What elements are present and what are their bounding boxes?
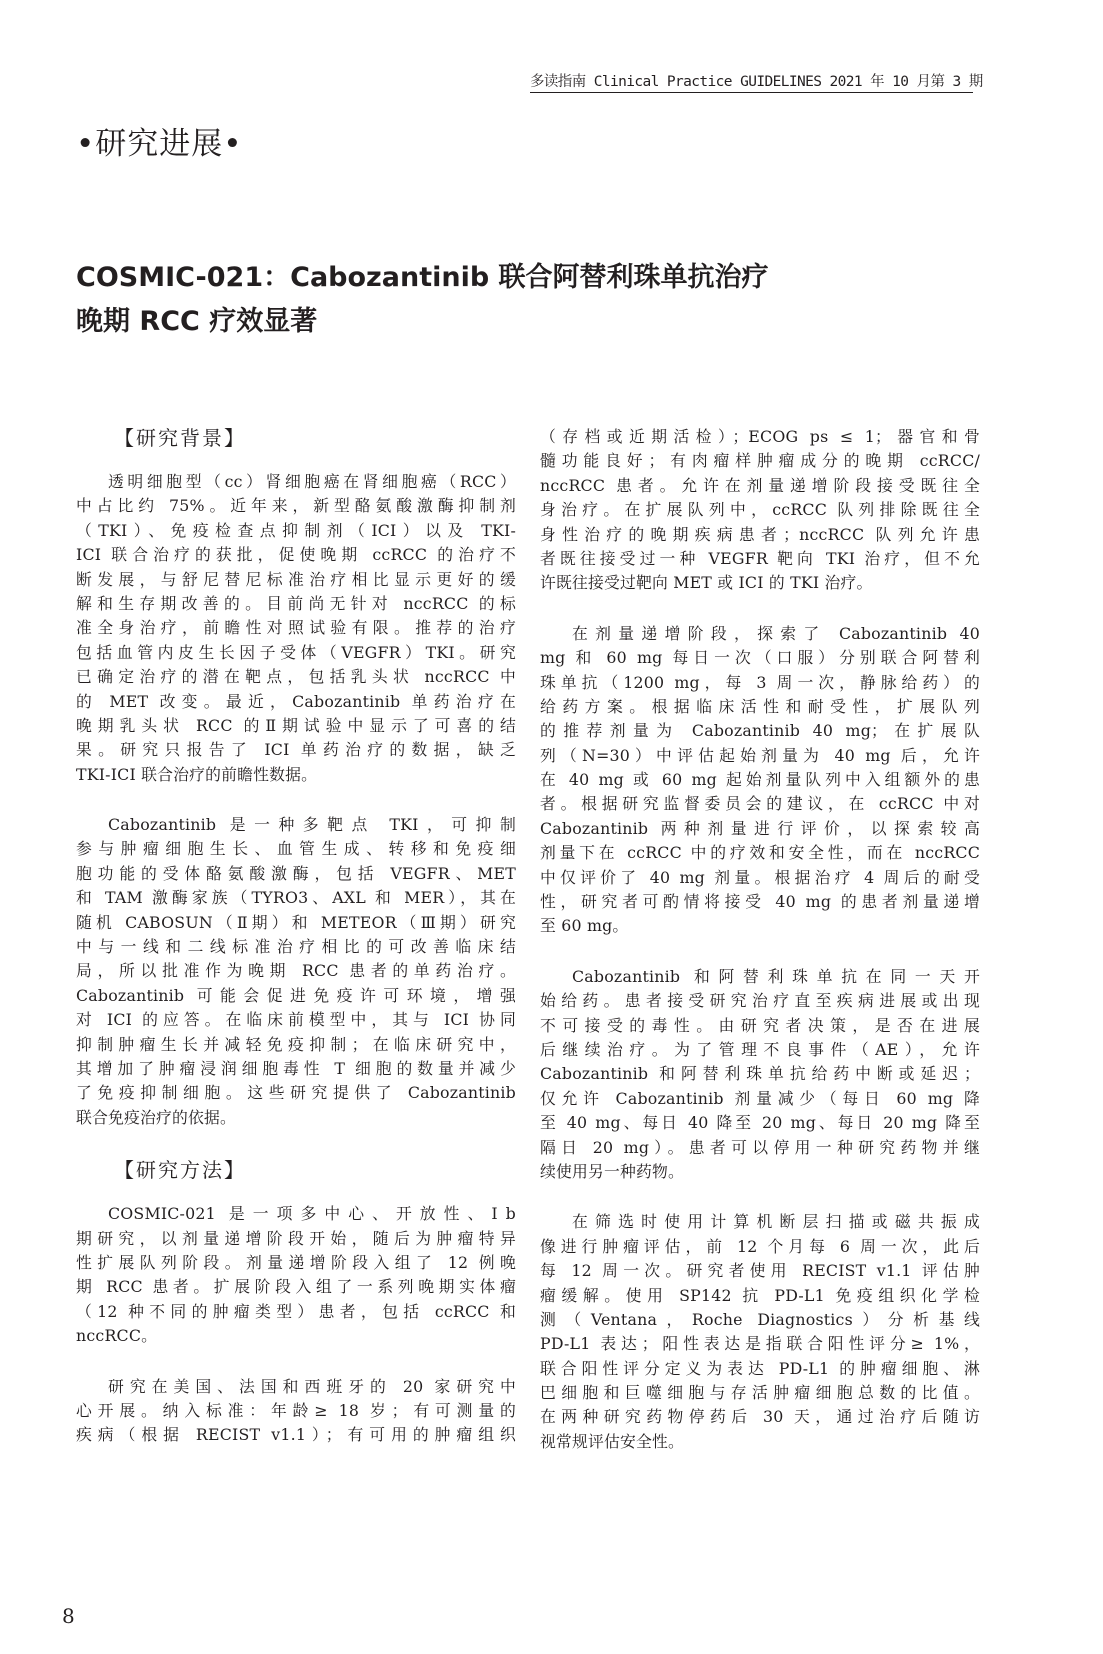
text-line: 瘤缓解。使用 SP142 抗 PD-L1 免疫组织化学检 [540,1285,980,1305]
text-line: Cabozantinib 和阿替利珠单抗给药中断或延迟； [540,1064,980,1084]
text-line: 视常规评估安全性。 [540,1431,684,1451]
text-line: nccRCC。 [76,1326,158,1346]
text-line: 给药方案。根据临床活性和耐受性，扩展队列 [540,696,980,716]
text-line: 中占比约 75%。近年来，新型酪氨酸激酶抑制剂 [76,496,516,516]
text-line: Cabozantinib 是一种多靶点 TKI，可抑制 [108,815,516,835]
text-line: 像进行肿瘤评估，前 12 个月每 6 周一次，此后 [540,1236,980,1256]
text-line: 髓功能良好；有肉瘤样肿瘤成分的晚期 ccRCC/ [540,451,980,471]
text-line: ICI 联合治疗的获批，促使晚期 ccRCC 的治疗不 [76,545,516,565]
text-line: 者既往接受过一种 VEGFR 靶向 TKI 治疗，但不允 [540,548,980,568]
text-line: 隔日 20 mg）。患者可以停用一种研究药物并继 [540,1137,980,1157]
paragraph [540,965,980,1185]
text-line: 珠单抗（1200 mg，每 3 周一次，静脉给药）的 [540,672,980,692]
text-line: 抑制肿瘤生长并减轻免疫抑制；在临床研究中， [76,1034,516,1054]
text-line: 始给药。患者接受研究治疗直至疾病进展或出现 [540,991,980,1011]
paragraph [540,1210,980,1454]
text-line: 的 MET 改变。最近，Cabozantinib 单药治疗在 [76,691,516,711]
text-line: 的推荐剂量为 Cabozantinib 40 mg；在扩展队 [540,721,980,741]
text-line: PD-L1 表达；阳性表达是指联合阳性评分≥ 1%， [540,1334,980,1354]
text-line: 包括血管内皮生长因子受体（VEGFR）TKI。研究 [76,642,516,662]
left-column [76,424,516,1448]
title-line: COSMIC-021：Cabozantinib 联合阿替利珠单抗治疗 [76,262,769,293]
header-rule [530,92,973,93]
text-line: 其增加了肿瘤浸润细胞毒性 T 细胞的数量并减少 [76,1058,516,1078]
text-line: 断发展，与舒尼替尼标准治疗相比显示更好的缓 [76,569,516,589]
text-line: 透明细胞型（cc）肾细胞癌在肾细胞癌（RCC） [108,472,516,491]
text-line: TKI-ICI 联合治疗的前瞻性数据。 [76,764,318,784]
paragraph [540,622,980,939]
text-line: 仅允许 Cabozantinib 剂量减少（每日 60 mg 降 [540,1088,980,1108]
text-line: 联合阳性评分定义为表达 PD-L1 的肿瘤细胞、淋 [540,1358,980,1378]
text-line: 身治疗。在扩展队列中，ccRCC 队列排除既往全 [540,500,980,520]
text-line: 在两种研究药物停药后 30 天，通过治疗后随访 [540,1407,980,1427]
heading-background: 【研究背景】 [114,426,246,450]
text-line: 在剂量递增阶段，探索了 Cabozantinib 40 [572,623,980,643]
title-line: 晚期 RCC 疗效显著 [76,306,318,337]
text-line: 局，所以批准作为晚期 RCC 患者的单药治疗。 [76,961,516,981]
text-line: 对 ICI 的应答。在临床前模型中，其与 ICI 协同 [76,1010,516,1030]
article-title [76,256,856,344]
text-line: （TKI）、免疫检查点抑制剂（ICI）以及 TKI- [76,520,516,540]
text-line: 和 TAM 激酶家族（TYRO3、AXL 和 MER），其在 [76,888,516,908]
text-line: 在筛选时使用计算机断层扫描或磁共振成 [572,1212,980,1232]
text-line: 联合免疫治疗的依据。 [76,1107,236,1127]
paragraph [540,425,980,596]
text-line: 中与一线和二线标准治疗相比的可改善临床结 [76,937,516,957]
text-line: COSMIC-021 是一项多中心、开放性、Ⅰb [108,1204,516,1224]
text-line: 参与肿瘤细胞生长、血管生成、转移和免疫细 [76,839,516,859]
text-line: 身性治疗的晚期疾病患者；nccRCC 队列允许患 [540,524,980,544]
section-label: •研究进展• [76,126,243,162]
paragraph [76,1202,516,1348]
paragraph [76,813,516,1130]
text-line: mg 和 60 mg 每日一次（口服）分别联合阿替利 [540,648,980,668]
text-line: Cabozantinib 和阿替利珠单抗在同一天开 [572,966,980,986]
text-line: 解和生存期改善的。目前尚无针对 nccRCC 的标 [76,593,516,613]
text-line: 后继续治疗。为了管理不良事件（AE），允许 [540,1039,980,1059]
text-line: 胞功能的受体酪氨酸激酶，包括 VEGFR、MET [76,863,516,883]
text-line: 已确定治疗的潜在靶点，包括乳头状 nccRCC 中 [76,667,516,687]
text-line: 剂量下在 ccRCC 中的疗效和安全性，而在 nccRCC [540,843,980,863]
running-head: 多读指南 Clinical Practice GUIDELINES 2021 年 10 月第 3 期 [530,74,983,90]
text-line: 巴细胞和巨噬细胞与存活肿瘤细胞总数的比值。 [540,1383,980,1403]
text-line: 研究在美国、法国和西班牙的 20 家研究中 [108,1376,516,1396]
text-line: nccRCC 患者。允许在剂量递增阶段接受既往全 [540,475,980,495]
text-line: 不可接受的毒性。由研究者决策，是否在进展 [540,1015,980,1035]
paragraph [76,470,516,787]
text-line: 晚期乳头状 RCC 的Ⅱ期试验中显示了可喜的结 [76,715,516,735]
text-line: Cabozantinib 可能会促进免疫许可环境，增强 [76,985,516,1005]
text-line: 性扩展队列阶段。剂量递增阶段入组了 12 例晚 [76,1252,516,1272]
heading-methods: 【研究方法】 [114,1158,246,1183]
text-line: 疾病（根据 RECIST v1.1）；有可用的肿瘤组织 [76,1425,516,1445]
text-line: 性，研究者可酌情将接受 40 mg 的患者剂量递增 [540,892,980,912]
text-line: （12 种不同的肿瘤类型）患者，包括 ccRCC 和 [76,1301,516,1321]
text-line: 期 RCC 患者。扩展阶段入组了一系列晚期实体瘤 [76,1277,516,1297]
text-line: 至 60 mg。 [540,916,629,936]
text-line: 续使用另一种药物。 [540,1161,684,1181]
text-line: 列（N=30）中评估起始剂量为 40 mg 后，允许 [540,745,980,765]
paragraph [76,1375,516,1448]
text-line: （存档或近期活检）；ECOG ps ≤ 1；器官和骨 [540,427,980,446]
text-line: Cabozantinib 两种剂量进行评价，以探索较高 [540,818,980,838]
right-column [540,425,980,1454]
text-line: 了免疫抑制细胞。这些研究提供了 Cabozantinib [76,1083,516,1103]
text-line: 至 40 mg、每日 40 降至 20 mg、每日 20 mg 降至 [540,1113,980,1133]
text-line: 果。研究只报告了 ICI 单药治疗的数据，缺乏 [76,740,516,760]
text-line: 期研究，以剂量递增阶段开始，随后为肿瘤特异 [76,1228,516,1248]
text-line: 心开展。纳入标准：年龄≥ 18 岁；有可测量的 [76,1400,516,1420]
text-line: 测（Ventana，Roche Diagnostics）分析基线 [540,1309,980,1329]
text-line: 随机 CABOSUN（Ⅱ期）和 METEOR（Ⅲ期）研究 [76,912,516,932]
text-line: 准全身治疗，前瞻性对照试验有限。推荐的治疗 [76,618,516,638]
text-line: 在 40 mg 或 60 mg 起始剂量队列中入组额外的患 [540,770,980,790]
text-line: 许既往接受过靶向 MET 或 ICI 的 TKI 治疗。 [540,573,873,593]
text-line: 者。根据研究监督委员会的建议，在 ccRCC 中对 [540,794,980,814]
text-line: 每 12 周一次。研究者使用 RECIST v1.1 评估肿 [540,1261,980,1281]
text-line: 中仅评价了 40 mg 剂量。根据治疗 4 周后的耐受 [540,867,980,887]
page-number: 8 [62,1604,75,1628]
